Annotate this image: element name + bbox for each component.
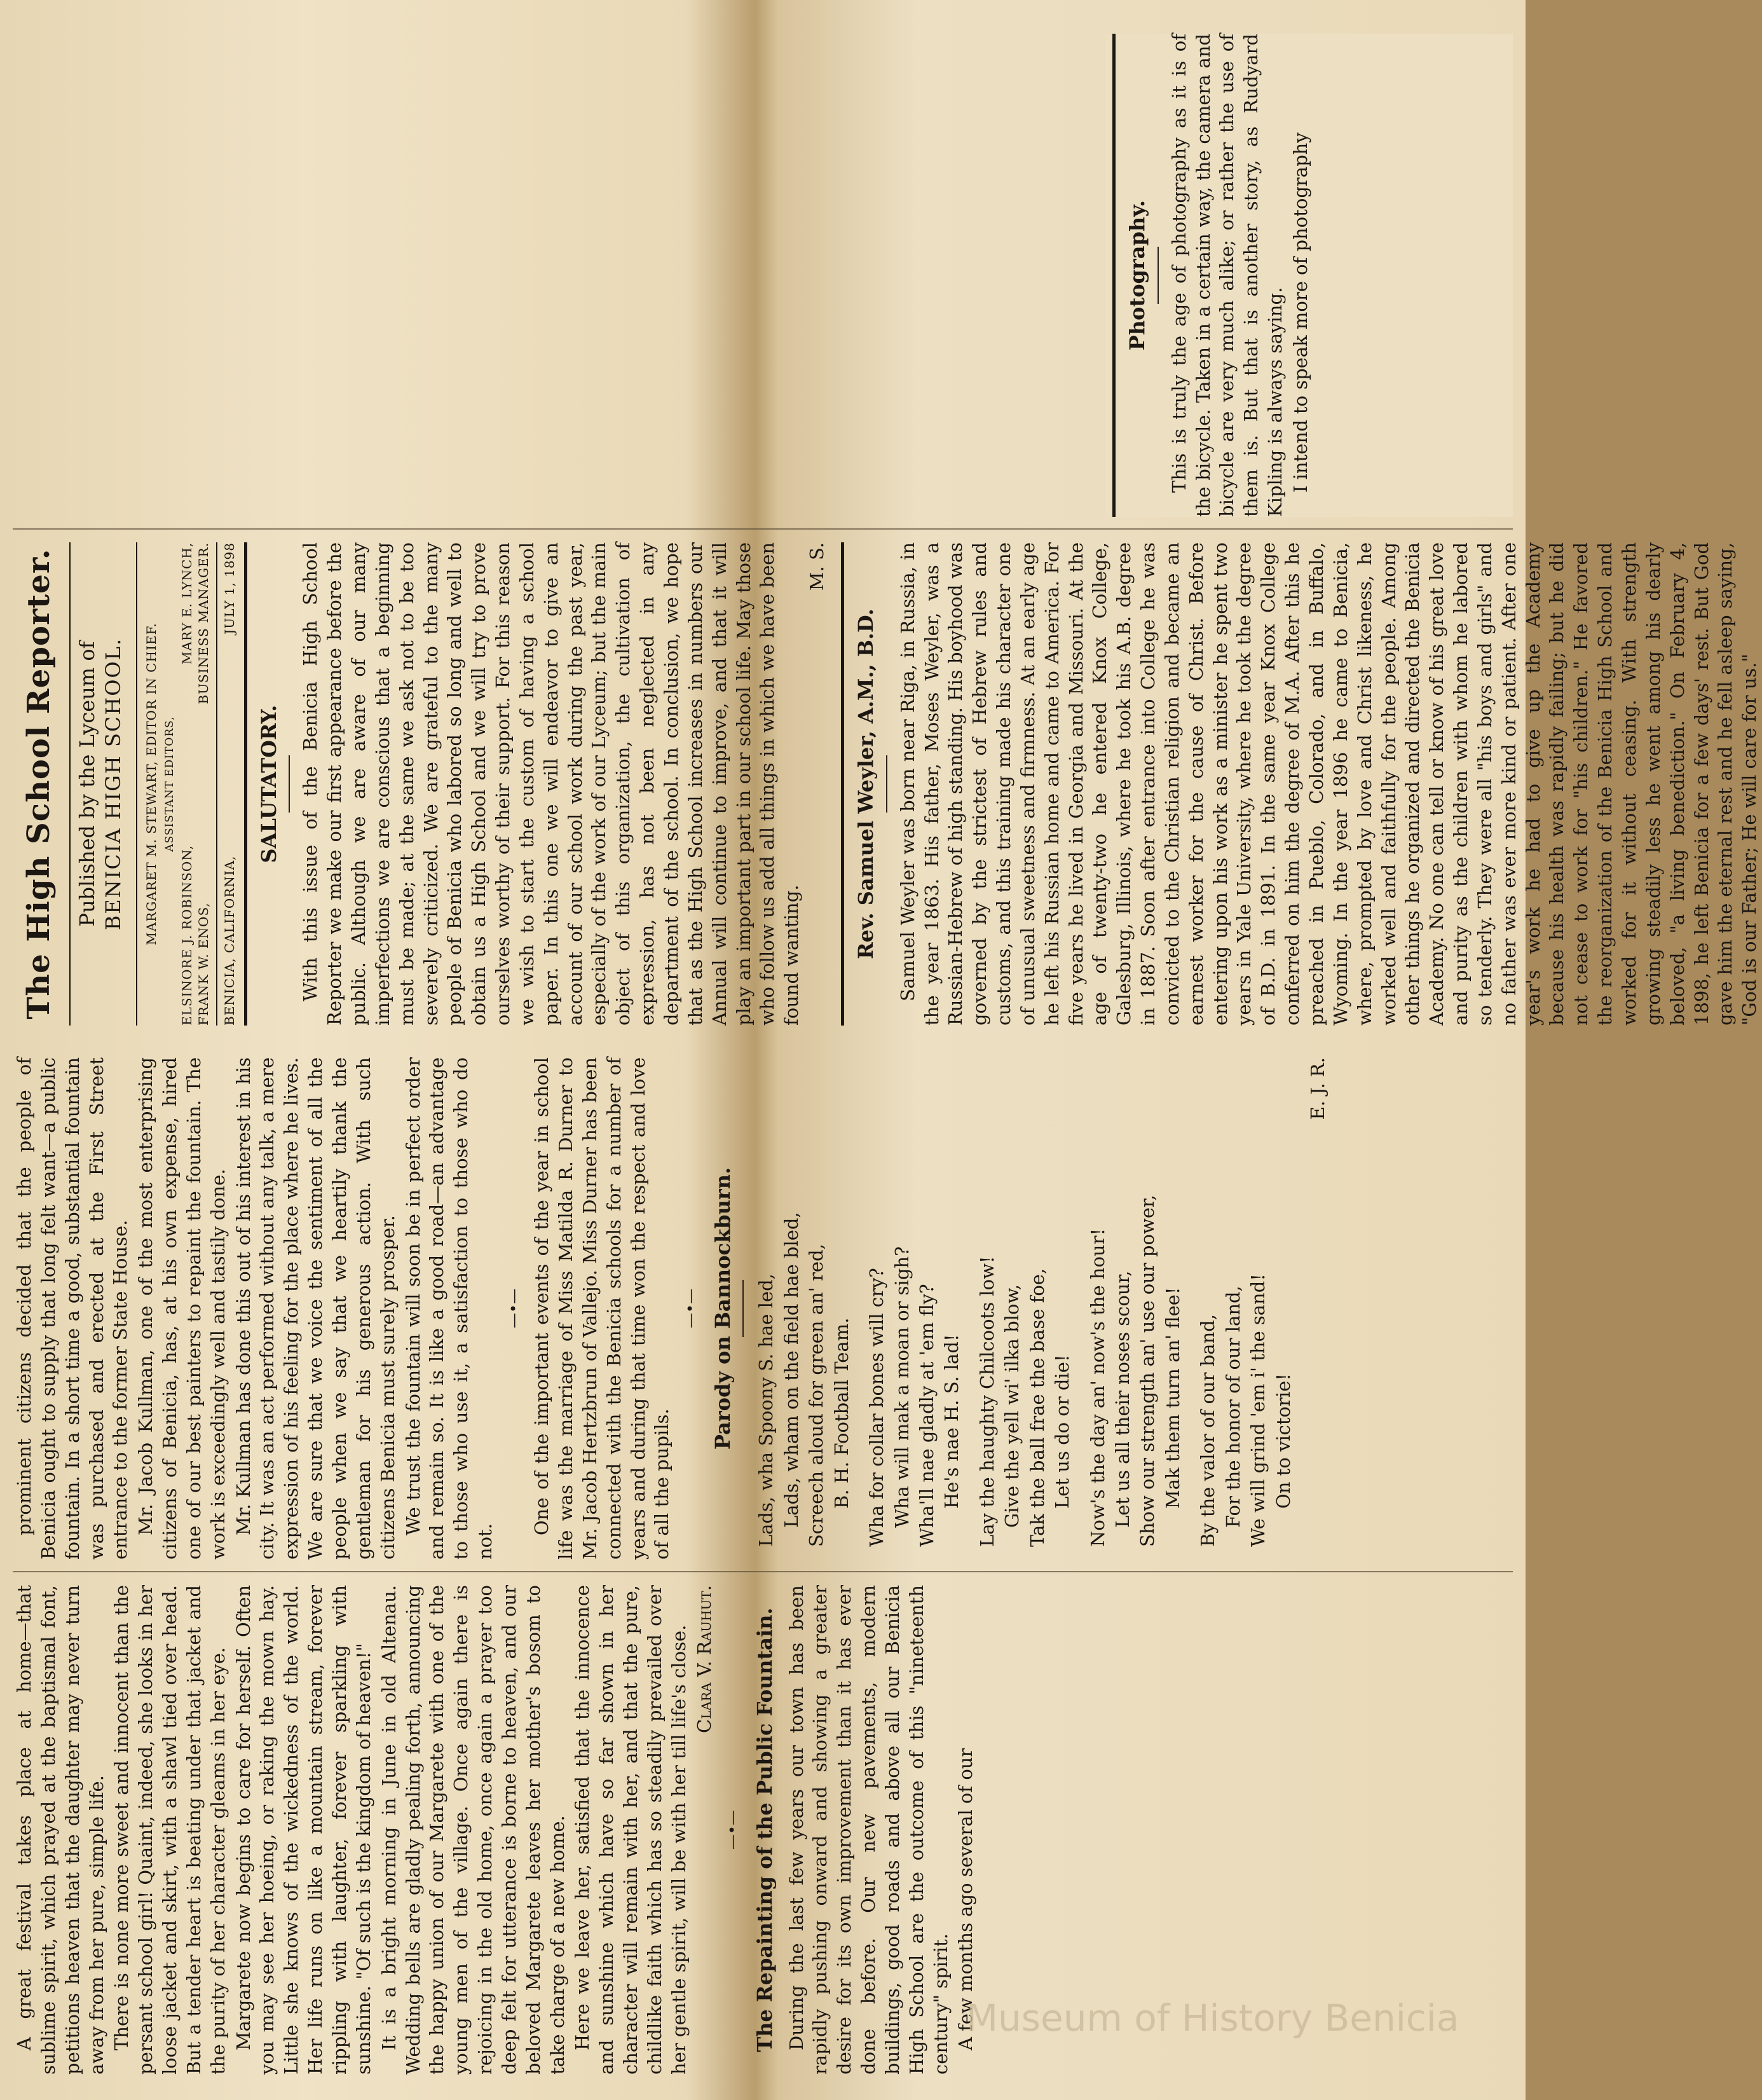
stanza xyxy=(754,1057,854,1547)
business-manager-label: BUSINESS MANAGER. xyxy=(196,542,212,704)
photography-article xyxy=(1106,34,1513,517)
staff-name: FRANK W. ENOS, xyxy=(196,902,212,1026)
verse-line: Lads, wha Spoony S. hae led, xyxy=(755,1273,777,1547)
verse-line: By the valor of our band, xyxy=(1197,1314,1219,1547)
verse-line: Mak them turn an' flee! xyxy=(1161,1287,1184,1509)
right-page-column-1 xyxy=(13,542,1761,1026)
section-rule-thick xyxy=(1112,34,1116,517)
column-divider xyxy=(13,528,1513,530)
verse-line: Wha will mak a moan or sigh? xyxy=(891,1246,913,1528)
paragraph: We trust the fountain will soon be in perfect order and remain so. It is like a good road—an advantage to those who use it, a satisfaction to those who do not. xyxy=(402,1057,496,1560)
verse-line: Wha'll nae gladly at 'em fly? xyxy=(915,1284,938,1547)
signature: E. J. R. xyxy=(1307,1057,1329,1120)
editors-row xyxy=(179,542,195,1026)
short-rule xyxy=(1158,247,1159,304)
verse-line: Wha for collar bones will cry? xyxy=(866,1268,888,1547)
ornament-divider: —•— xyxy=(681,1288,700,1329)
poem-body xyxy=(754,1057,1296,1547)
newspaper-title: The High School Reporter. xyxy=(21,548,57,1020)
dateline-rule-thick xyxy=(244,542,247,1026)
verse-line: For the honor of our land, xyxy=(1222,1286,1244,1528)
left-page-column-2 xyxy=(13,1057,1513,1560)
verse-line: Give the yell wi' ilka blow, xyxy=(1001,1284,1023,1528)
verse-line: Tak the ball frae the base foe, xyxy=(1026,1268,1048,1547)
verse-line: Lay the haughty Chilcoots low! xyxy=(976,1256,998,1547)
paragraph: One of the important events of the year in school life was the marriage of Miss Matilda R. Durner to Mr. Jacob Hertzbrun of Vallejo. Miss Durner has been connected with the Benicia schools for a number of years and during that time won the respect and love of all the pupils. xyxy=(531,1057,673,1560)
paragraph: prominent citizens decided that the people of Benicia ought to supply that long felt want—a public fountain. In a short time a good, substantial fountain was purchased and erected at the First Street entrance to the former State House. xyxy=(13,1057,132,1560)
paragraph: With this issue of the Benicia High School Reporter we make our first appearance before the public. Although we are aware of our many imperfections we are conscious that a beginning must be made; at the same we ask not to be too severely criticized. We are grateful to the many people of Benicia who labored so long and well to obtain us a High School and we will try to prove ourselves worthy of their support. For this reason we wish to start the custom of having a school paper. In this one we will endeavor to give an account of our school work during the past year, especially of the work of our Lyceum; but the main object of this organization, the cultivation of expression, has not been neglected in any department of the school. In conclusion, we hope that as the High School increases in numbers our Annual will continue to improve, and that it will play an important part in our school life. May those who follow us add all things in which we have been found wanting. xyxy=(299,542,803,1026)
watermark: Museum of History Benicia xyxy=(966,1996,1459,2040)
ornament-divider: —•— xyxy=(723,1809,742,1850)
ornament-divider: —•— xyxy=(504,1288,522,1329)
paragraph: Mr. Jacob Kullman, one of the most enterprising citizens of Benicia, has, at his own expense, hired one of our best painters to repaint the fountain. The work is exceedingly well and tastily done. xyxy=(135,1057,229,1560)
dateline-rule xyxy=(216,542,217,1026)
paragraph: Samuel Weyler was born near Riga, in Russia, in the year 1863. His father, Moses Weyler, was a Russian-Hebrew of high standing. His boyhood was governed by the strictest of Hebrew rules and customs, and this training made his character one of unusual sweetness and firmness. At an early age he left his Russian home and came to America. For five years he lived in Georgia and Missouri. At the age of twenty-two he entered Knox College, Galesburg, Illinois, where he took his A.B. degree in 1887. Soon after entrance into College he was convicted to the Christian religion and became an earnest worker for the cause of Christ. Before entering upon his work as a minister he spent two years in Yale University, where he took the degree of B.D. in 1891. In the same year Knox College conferred on him the degree of M.A. After this he preached in Pueblo, Colorado, and in Buffalo, Wyoming. In the year 1896 he came to Benicia, where, prompted by love and Christ likeness, he worked well and faithfully for the people. Among other things he organized and directed the Benicia Academy. No one can tell or know of his great love and purity as the children with whom he labored so tenderly. They were all "his boys and girls" and no father was ever more kind or patient. After one year's work he had to give up the Academy because his health was rapidly failing; but he did not cease to work for "his children." He favored the reorganization of the Benicia High School and worked for it without ceasing. With strength growing steadily less he went among his dearly beloved, "a living benediction." On February 4, 1898, he left Benicia for a few days' rest. But God gave him the eternal rest and he fell asleep saying, "God is our Father; He will care for us." xyxy=(896,542,1761,1026)
verse-line: Lads, wham on the field hae bled, xyxy=(780,1212,802,1528)
short-rule xyxy=(886,755,887,813)
verse-line: We will grind 'em i' the sand! xyxy=(1247,1273,1269,1547)
left-page xyxy=(0,1051,1526,2075)
verse-line: B. H. Football Team. xyxy=(830,1317,852,1509)
masthead-rule xyxy=(136,542,137,1026)
business-row xyxy=(195,542,212,1026)
verse-line: Let us do or die! xyxy=(1051,1354,1074,1509)
stanza xyxy=(1196,1057,1296,1547)
dateline-place: BENICIA, CALIFORNIA, xyxy=(221,855,237,1026)
paragraph: It is a bright morning in June in old Altenau. Wedding bells are gladly pealing forth, announcing the happy union of our Margarete with one of the young men of the village. Once again there is rejoicing in the old home, once again a prayer too deep felt for utterance is borne to heaven, and our beloved Margarete leaves her mother's bosom to take charge of a new home. xyxy=(378,1585,568,2075)
verse-line: On to victorie! xyxy=(1272,1373,1294,1509)
salutatory-heading: SALUTATORY. xyxy=(256,704,281,863)
publisher-line: Published by the Lyceum of xyxy=(74,641,99,927)
paragraph: Mr. Kullman has done this out of his interest in his city. It was an act performed without any talk, a mere expression of his feeling for the place where he lives. We are sure that we voice the sentiment of all the people when we say that we heartily thank the gentleman for his generous action. With such citizens Benicia must surely prosper. xyxy=(232,1057,399,1560)
assistant-editor-name: ELSINORE J. ROBINSON, xyxy=(179,845,195,1026)
dateline xyxy=(221,542,238,1026)
paragraph: A great festival takes place at home—that sublime spirit, which prayed at the baptismal font, petitions heaven that the daughter may never turn away from her pure, simple life. xyxy=(13,1585,107,2075)
masthead-rule xyxy=(69,542,71,1026)
poem-title: Parody on Bannockburn. xyxy=(710,1167,735,1450)
verse-line: Now's the day an' now's the hour! xyxy=(1086,1228,1109,1547)
school-name: BENICIA HIGH SCHOOL. xyxy=(101,637,126,931)
weyler-heading: Rev. Samuel Weyler, A.M., B.D. xyxy=(853,608,878,959)
dateline-date: JULY 1, 1898 xyxy=(221,542,237,635)
signature: Clara V. Rauhut. xyxy=(693,1585,715,1733)
stanza xyxy=(1086,1057,1186,1547)
verse-line: Screech aloud for green an' red, xyxy=(805,1244,828,1547)
assistant-editor-name: MARY E. LYNCH, xyxy=(179,542,195,665)
signature: M. S. xyxy=(806,542,828,591)
assistant-editors-label: ASSISTANT EDITORS, xyxy=(163,716,177,852)
short-rule xyxy=(289,755,290,813)
paragraph: Margarete now begins to care for herself. Often you may see her hoeing, or raking the mown hay. Little she knows of the wickedness of the world. Her life runs on like a mountain stream, forever rippling with laughter, forever sparkling with sunshine. "Of such is the kingdom of heaven!" xyxy=(232,1585,374,2075)
paragraph: During the last few years our town has been rapidly pushing onward and showing a greater desire for its own improvement than it has ever done before. Our new pavements, modern buildings, good roads and above all our Benicia High School are the outcome of this "nineteenth century" spirit. xyxy=(785,1585,952,2075)
paragraph: I intend to speak more of photography xyxy=(1289,132,1311,493)
editor-in-chief: MARGARET M. STEWART, EDITOR IN CHIEF. xyxy=(144,622,160,945)
paragraph: There is none more sweet and innocent than the persant school girl! Quaint, indeed, she looks in her loose jacket and skirt, with a shawl tied over head. But a tender heart is beating under that jacket and the purity of her character gleams in her eye. xyxy=(111,1585,229,2075)
stanza xyxy=(864,1057,965,1547)
section-rule-thick xyxy=(841,542,844,1026)
short-rule xyxy=(742,1280,744,1337)
verse-line: He's nae H. S. lad! xyxy=(941,1334,963,1509)
column-divider xyxy=(13,1571,1513,1572)
paragraph: A few months ago several of our xyxy=(955,1748,977,2050)
photography-heading: Photography. xyxy=(1125,200,1149,351)
paragraph: Here we leave her, satisfied that the innocence and sunshine which have so far shown in her character will remain with her, and that the pure, childlike faith which has so steadily prevailed over her gentle spirit, will be with her till life's close. xyxy=(571,1585,690,2075)
verse-line: Show our strength an' use our power, xyxy=(1137,1195,1159,1547)
verse-line: Let us all their noses scour, xyxy=(1112,1270,1133,1528)
fountain-heading: The Repainting of the Public Fountain. xyxy=(752,1607,777,2052)
stanza xyxy=(975,1057,1076,1547)
paragraph: This is truly the age of photography as it is of the bicycle. Taken in a certain way, the camera and bicycle are very much alike; or rather the use of them is. But that is another story, as Rudyard Kipling is always saying. xyxy=(1168,34,1287,517)
